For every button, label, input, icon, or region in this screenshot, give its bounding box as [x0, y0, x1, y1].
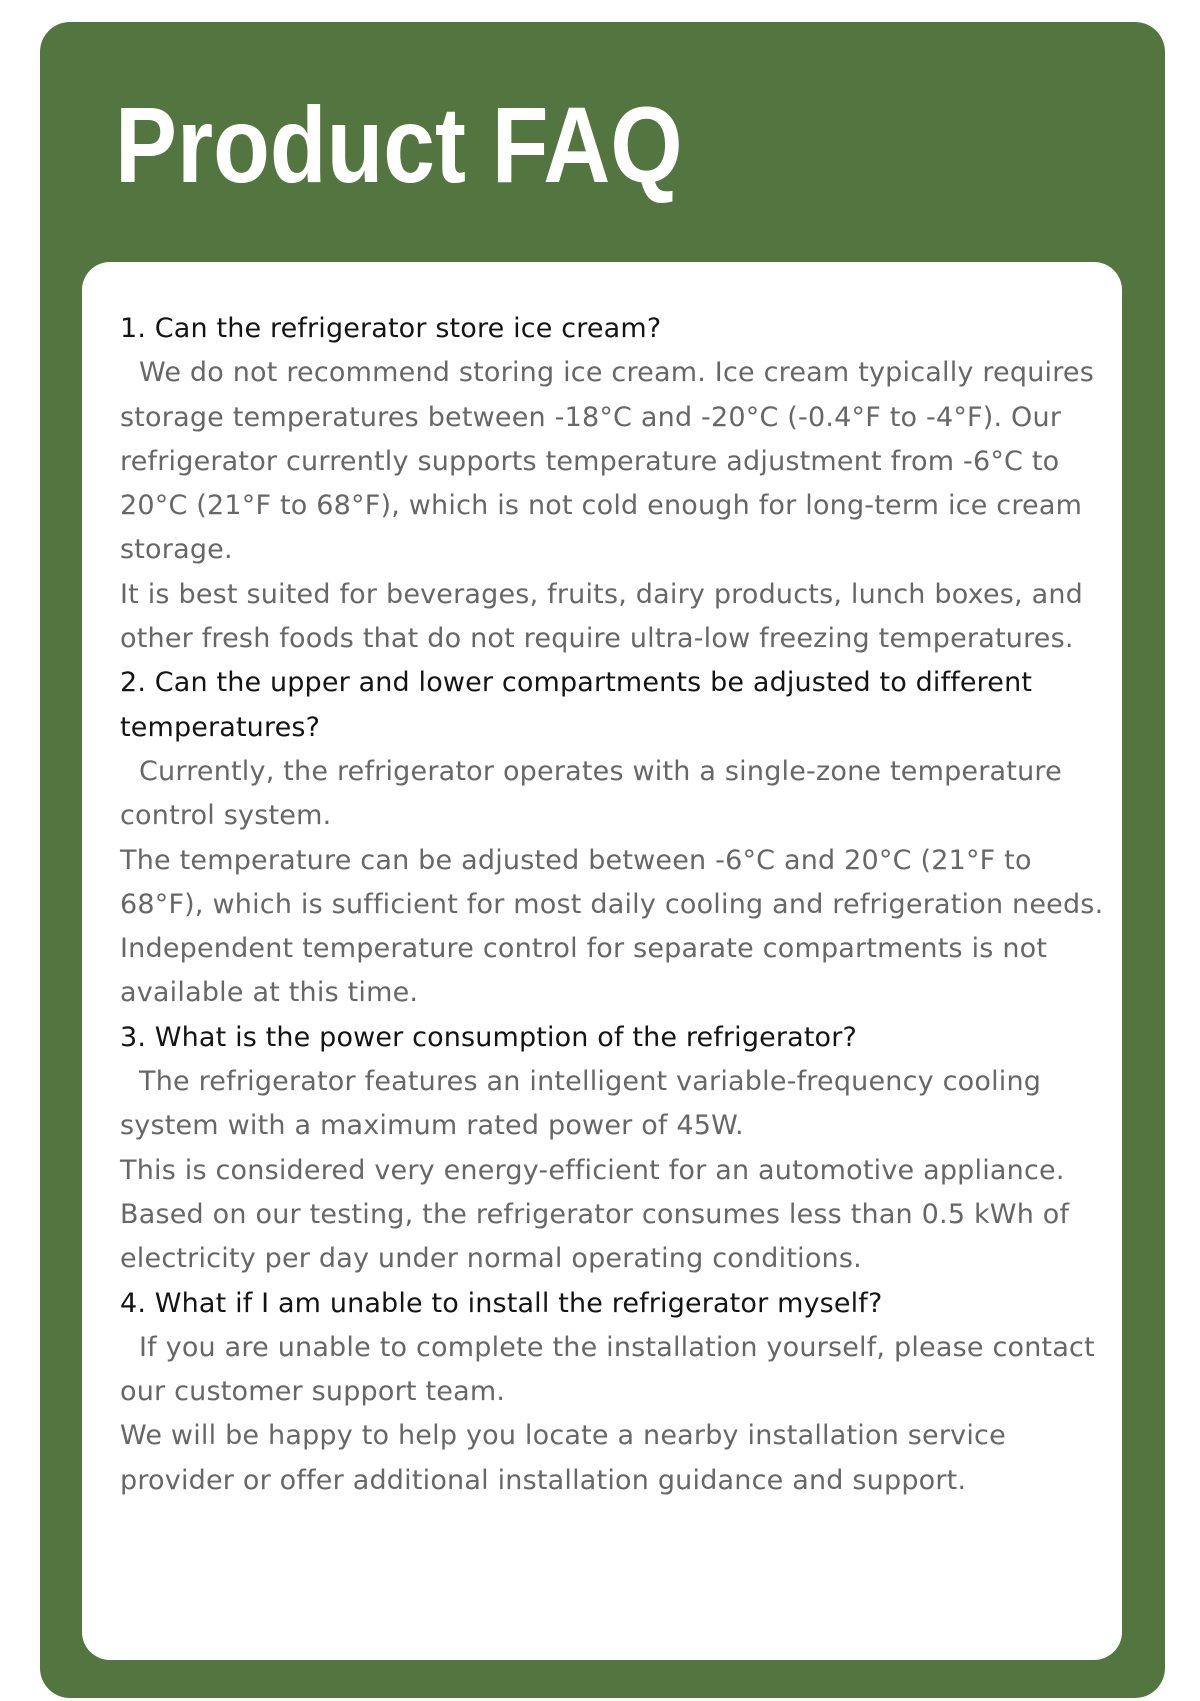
faq-question-4: 4. What if I am unable to install the refrigerator myself?: [120, 1287, 883, 1319]
faq-item-3: [120, 1016, 1120, 1282]
faq-answer-1-paragraph-1: We do not recommend storing ice cream. Ice cream typically requires storage temperatures between -18°C and -20°C (-0.4°F to -4°F). Our refrigerator currently supports temperature adjustment from -6°C to 20°C (21°F to 68°F), which is not cold enough for long-term ice cream storage.: [120, 357, 1095, 566]
faq-answer-4-paragraph-1: If you are unable to complete the installation yourself, please contact our customer support team.: [120, 1331, 1095, 1408]
faq-list: [120, 307, 1120, 1503]
page-title: Product FAQ: [115, 84, 683, 205]
faq-question-1: 1. Can the refrigerator store ice cream?: [120, 313, 662, 344]
faq-item-4: [120, 1282, 1120, 1503]
faq-answer-3-paragraph-1: The refrigerator features an intelligent variable-frequency cooling system with a maximum rated power of 45W.: [120, 1066, 1042, 1142]
faq-answer-1-paragraph-2: It is best suited for beverages, fruits, dairy products, lunch boxes, and other fresh foods that do not require ultra-low freezing temperatures.: [120, 578, 1083, 655]
faq-answer-3-paragraph-2: This is considered very energy-efficient for an automotive appliance. Based on our testing, the refrigerator consumes less than 0.5 kWh of electricity per day under normal operating conditions.: [120, 1154, 1070, 1275]
faq-item-1: [120, 307, 1120, 661]
faq-answer-4-paragraph-2: We will be happy to help you locate a nearby installation service provider or offer additional installation guidance and support.: [120, 1420, 1006, 1496]
faq-question-2: 2. Can the upper and lower compartments be adjusted to different temperatures?: [120, 667, 1033, 743]
faq-answer-2-paragraph-1: Currently, the refrigerator operates with a single-zone temperature control system.: [120, 755, 1062, 832]
faq-question-3: 3. What is the power consumption of the refrigerator?: [120, 1021, 857, 1053]
faq-item-2: [120, 661, 1120, 1015]
faq-panel: [40, 22, 1165, 1698]
faq-card: [82, 262, 1122, 1660]
faq-answer-2-paragraph-2: The temperature can be adjusted between -6°C and 20°C (21°F to 68°F), which is sufficient for most daily cooling and refrigeration needs. Independent temperature control for separate compartments is not available at this time.: [120, 844, 1104, 1009]
